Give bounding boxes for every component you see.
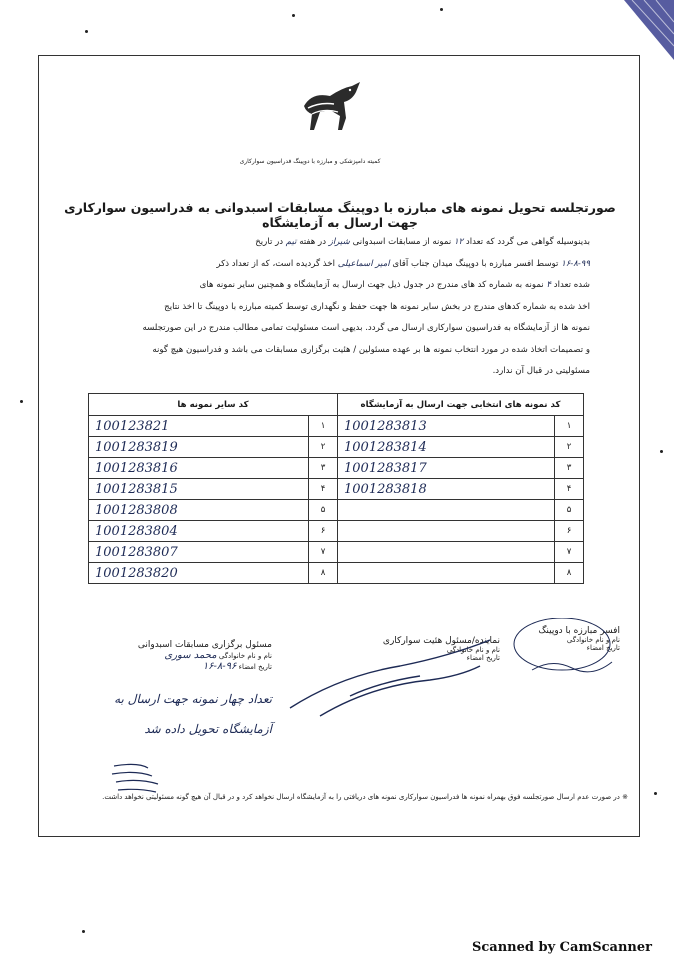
body-line-6: و تصمیمات اتخاذ شده در مورد انتخاب نمونه ها بر عهده مسئولین / هئیت برگزاری مسابقات می باشد و فدراسیون هیچ گونه [152, 344, 590, 355]
scanner-watermark: Scanned by CamScanner [472, 940, 652, 955]
other-code: 1001283819 [95, 439, 178, 455]
selected-code-cell [338, 416, 555, 437]
organizer-date-row [126, 661, 272, 672]
row-index-cell: ۲ [309, 437, 338, 458]
organizer-name-row [126, 650, 272, 661]
representative-signature-block [350, 636, 500, 662]
row-index-cell: ۱ [309, 416, 338, 437]
handwritten-officer-name: امیر اسماعیلی [337, 258, 390, 269]
other-code-cell [89, 437, 309, 458]
organizer-signature-block [126, 640, 272, 672]
footnote-marker: ※ [622, 793, 628, 801]
other-code-cell [89, 500, 309, 521]
row-index-cell: ۲ [555, 437, 584, 458]
selected-code: 1001283813 [344, 418, 427, 434]
document-body [52, 232, 590, 383]
other-code: 100123821 [95, 418, 170, 434]
officer-signature-circle [512, 618, 622, 678]
handwritten-selected-count: ۴ [546, 280, 552, 290]
scan-speck [85, 30, 88, 33]
organizer-title: مسئول برگزاری مسابقات اسبدوانی [137, 640, 272, 650]
selected-code-cell [338, 542, 555, 563]
table-header-row [89, 394, 584, 416]
body-line-1: بدینوسیله گواهی می گردد که تعداد ۱۲ نمونه از مسابقات اسبدوانی شیراز در هفته تیم در تاریخ [255, 237, 590, 247]
row-index-cell: ۷ [309, 542, 338, 563]
representative-signature-scribble [280, 636, 510, 726]
col-selected-header: کد نمونه های انتخابی جهت ارسال به آزمایشگاه [338, 394, 584, 416]
samples-table [88, 393, 584, 584]
organizer-name-value: محمد سوری [164, 650, 217, 661]
row-index-cell: ۴ [555, 479, 584, 500]
other-code-cell [89, 563, 309, 584]
scan-speck [654, 792, 657, 795]
handwritten-note-line-1: تعداد چهار نمونه جهت ارسال به [114, 692, 272, 706]
other-code-cell [89, 542, 309, 563]
selected-code-cell [338, 437, 555, 458]
federation-horse-logo [290, 78, 370, 142]
officer-name-label: نام و نام خانوادگی [566, 636, 620, 644]
table-row [89, 521, 584, 542]
selected-code: 1001283818 [344, 481, 427, 497]
table-row [89, 416, 584, 437]
handwritten-count: ۱۲ [453, 237, 464, 247]
organizer-date-value: ۹۶-۸-۱۶ [202, 661, 237, 672]
footnote [52, 790, 628, 805]
row-index-cell: ۸ [555, 563, 584, 584]
selected-code: 1001283814 [344, 439, 427, 455]
row-index-cell: ۳ [555, 458, 584, 479]
table-row [89, 458, 584, 479]
officer-title: افسر مبارزه با دوپینگ [538, 626, 620, 636]
row-index-cell: ۶ [309, 521, 338, 542]
col-other-header: کد سایر نمونه ها [89, 394, 338, 416]
officer-date-label: تاریخ امضاء [586, 644, 620, 652]
scan-speck [440, 8, 443, 11]
other-code: 1001283820 [95, 565, 178, 581]
footnote-text: در صورت عدم ارسال صورتجلسه فوق بهمراه نمونه ها فدراسیون سوارکاری نمونه های دریافتی را به آزمایشگاه ارسال نخواهد کرد و در قبال آن هیچ گونه مسئولیتی نخواهد داشت. [102, 793, 620, 801]
handwritten-date: ۱۶-۸-۹۹ [561, 258, 590, 269]
row-index-cell: ۶ [555, 521, 584, 542]
body-line-5: نمونه ها از آزمایشگاه به فدراسیون سوارکاری ارسال می گردد. بدیهی است مسئولیت تمامی مطالب مندرج در این صورتجلسه [142, 323, 590, 333]
officer-signature-block [520, 626, 620, 652]
handwritten-event: شیراز [328, 237, 350, 247]
scan-speck [292, 14, 295, 17]
table-row [89, 542, 584, 563]
row-index-cell: ۵ [309, 500, 338, 521]
table-row [89, 479, 584, 500]
scan-speck [20, 400, 23, 403]
representative-date-label: تاریخ امضاء [466, 654, 500, 662]
row-index-cell: ۱ [555, 416, 584, 437]
table-row [89, 500, 584, 521]
other-code: 1001283815 [95, 481, 178, 497]
other-code-cell [89, 416, 309, 437]
organizer-name-label: نام و نام خانوادگی [218, 652, 272, 660]
handwritten-note-line-2: آزمایشگاه تحویل داده شد [144, 722, 272, 736]
organizer-date-label: تاریخ امضاء [238, 663, 272, 671]
selected-code: 1001283817 [344, 460, 427, 476]
other-code-cell [89, 479, 309, 500]
row-index-cell: ۴ [309, 479, 338, 500]
document-title: صورتجلسه تحویل نمونه های مبارزه با دوپینگ مسابقات اسبدوانی به فدراسیون سوارکاری جهت ارسال به آزمایشگاه [64, 200, 616, 230]
other-code: 1001283807 [95, 544, 178, 560]
other-code: 1001283804 [95, 523, 178, 539]
selected-code-cell [338, 479, 555, 500]
row-index-cell: ۳ [309, 458, 338, 479]
body-line-7: مسئولیتی در قبال آن ندارد. [492, 366, 590, 376]
other-code-cell [89, 458, 309, 479]
table-row [89, 563, 584, 584]
other-code: 1001283816 [95, 460, 178, 476]
committee-caption: کمیته دامپزشکی و مبارزه با دوپینگ فدراسیون سوارکاری [239, 158, 381, 165]
other-code-cell [89, 521, 309, 542]
selected-code-cell [338, 500, 555, 521]
body-line-2: ۱۶-۸-۹۹ توسط افسر مبارزه با دوپینگ میدان جناب آقای امیر اسماعیلی اخذ گردیده است، که از تعداد ذکر [216, 258, 590, 269]
row-index-cell: ۵ [555, 500, 584, 521]
handwritten-week: تیم [285, 237, 297, 247]
row-index-cell: ۸ [309, 563, 338, 584]
table-row [89, 437, 584, 458]
selected-code-cell [338, 563, 555, 584]
body-line-3: شده تعداد ۴ نمونه به شماره کد های مندرج در جدول ذیل جهت ارسال به آزمایشگاه و همچنین سایر نمونه های [199, 280, 590, 290]
row-index-cell: ۷ [555, 542, 584, 563]
representative-title: نماینده/مسئول هئیت سوارکاری [382, 636, 500, 646]
other-code: 1001283808 [95, 502, 178, 518]
body-line-4: اخذ شده به شماره کدهای مندرج در بخش سایر نمونه ها جهت حفظ و نگهداری توسط کمیته مبارزه با دوپینگ تا اخذ نتایج [164, 301, 590, 312]
representative-name-label: نام و نام خانوادگی [446, 646, 500, 654]
scan-speck [82, 930, 85, 933]
selected-code-cell [338, 458, 555, 479]
selected-code-cell [338, 521, 555, 542]
scan-speck [660, 450, 663, 453]
